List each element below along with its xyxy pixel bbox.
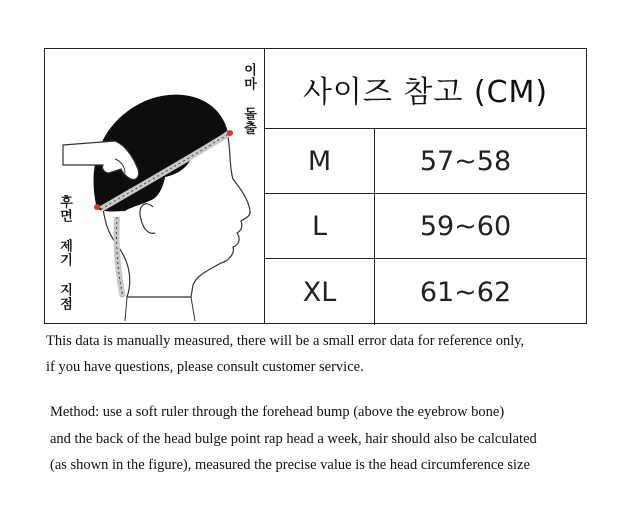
size-cell: M — [265, 129, 375, 193]
circumference-cell: 59~60 — [419, 210, 512, 242]
table-header — [265, 49, 586, 129]
table-row — [265, 129, 586, 194]
method-line-3: (as shown in the figure), measured the precise value is the head circumference size — [50, 457, 530, 473]
disclaimer-line-2: if you have questions, please consult customer service. — [46, 359, 364, 375]
forehead-point-marker — [227, 130, 233, 136]
head-profile-drawing — [45, 49, 265, 325]
back-point-label: 후면 제기 지점 — [57, 195, 72, 311]
forehead-label: 이마 돌출 — [241, 63, 256, 135]
method-line-1: Method: use a soft ruler through the forehead bump (above the eyebrow bone) — [50, 404, 505, 420]
method-line-2: and the back of the head bulge point rap head a week, hair should also be calculated — [50, 431, 537, 447]
circumference-cell: 57~58 — [419, 145, 512, 177]
neck-front-line — [191, 297, 195, 321]
size-table — [265, 49, 586, 323]
size-cell: L — [265, 194, 375, 258]
table-row — [265, 194, 586, 259]
disclaimer-line-1: This data is manually measured, there will be a small error data for reference only, — [46, 333, 525, 349]
table-row — [265, 259, 586, 325]
size-chart — [44, 48, 587, 324]
neck-back-line — [125, 297, 127, 321]
circumference-cell: 61~62 — [419, 276, 512, 308]
back-point-marker — [94, 204, 100, 210]
size-cell: XL — [265, 259, 375, 325]
table-title: 사이즈 참고 (CM) — [302, 74, 549, 110]
head-measurement-illustration — [45, 49, 265, 323]
